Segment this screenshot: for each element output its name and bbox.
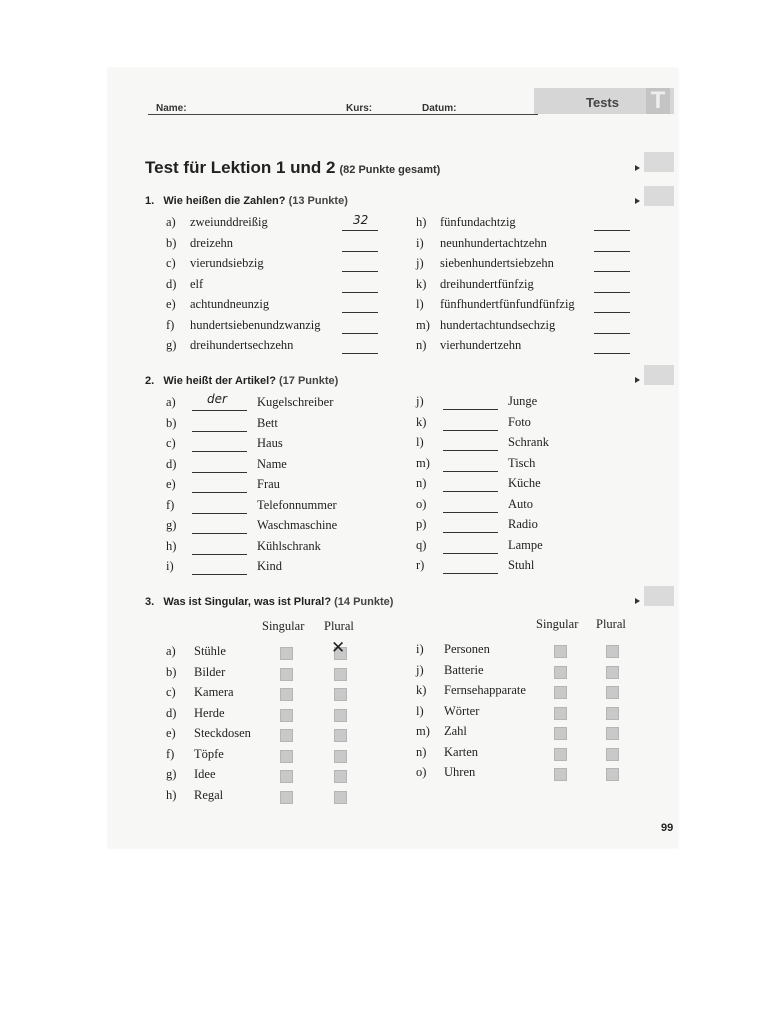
item-text: hundertachtundsechzig <box>440 317 556 332</box>
item-letter: a) <box>166 395 176 409</box>
singular-checkbox[interactable] <box>280 647 293 660</box>
q1-item-j <box>416 256 554 271</box>
article-blank[interactable] <box>192 410 247 411</box>
item-text: Foto <box>508 414 531 429</box>
answer-blank[interactable] <box>594 333 630 334</box>
item-text: Kamera <box>194 685 234 699</box>
item-text: Herde <box>194 705 225 720</box>
item-text: Bilder <box>194 664 226 679</box>
item-text: Radio <box>508 517 538 531</box>
checkmark-x-icon: ✕ <box>331 638 346 658</box>
article-blank[interactable] <box>443 573 498 574</box>
q3-item-d <box>166 706 225 721</box>
q1-item-h <box>416 215 516 230</box>
q1-number: 1. <box>145 195 155 207</box>
q2-item-e <box>166 477 190 492</box>
q1-item-l <box>416 297 575 312</box>
q2-item-h <box>166 539 190 554</box>
item-letter: m) <box>416 317 430 332</box>
item-letter: c) <box>166 685 176 699</box>
item-text: dreihundertsechzehn <box>190 338 294 352</box>
item-letter: d) <box>166 456 177 471</box>
handwritten-answer: der <box>207 392 227 406</box>
answer-blank[interactable] <box>594 230 630 231</box>
plural-checkbox[interactable] <box>606 666 619 679</box>
singular-checkbox[interactable] <box>280 770 293 783</box>
q3-item-o <box>416 765 475 780</box>
q2-item-a <box>166 395 190 410</box>
col-singular-right: Singular <box>536 617 579 631</box>
plural-checkbox[interactable] <box>606 707 619 720</box>
item-text: dreizehn <box>190 235 234 250</box>
plural-checkbox[interactable] <box>334 729 347 742</box>
arrow-icon <box>635 198 640 204</box>
item-letter: l) <box>416 297 424 311</box>
item-text: vierhundertzehn <box>440 338 522 352</box>
q2-item-i <box>166 559 190 574</box>
item-text: vierundsiebzig <box>190 256 264 270</box>
kurs-label: Kurs: <box>346 103 373 114</box>
q1-item-b <box>166 236 233 251</box>
q3-item-e <box>166 726 251 741</box>
article-blank[interactable] <box>192 513 247 514</box>
tests-tab <box>534 88 674 114</box>
title-sub: (82 Punkte gesamt) <box>339 164 441 176</box>
arrow-icon <box>635 598 640 604</box>
item-letter: n) <box>416 338 427 352</box>
q2-item-p <box>416 517 440 532</box>
item-letter: c) <box>166 256 176 270</box>
singular-checkbox[interactable] <box>554 686 567 699</box>
q3-item-m <box>416 724 467 739</box>
worksheet-page <box>108 68 678 848</box>
item-letter: j) <box>416 394 424 408</box>
item-letter: e) <box>166 726 176 740</box>
page-number: 99 <box>661 822 674 834</box>
item-text: Schrank <box>508 435 549 449</box>
item-letter: k) <box>416 276 427 291</box>
plural-checkbox[interactable] <box>606 768 619 781</box>
answer-blank[interactable] <box>594 312 630 313</box>
q1-item-m <box>416 318 555 333</box>
q1-points: (13 Punkte) <box>288 195 348 207</box>
item-text: Karten <box>444 744 479 759</box>
side-tab <box>644 186 674 206</box>
item-text: Name <box>257 456 287 471</box>
item-letter: a) <box>166 215 176 229</box>
name-label: Name: <box>156 103 187 114</box>
plural-checkbox[interactable] <box>606 645 619 658</box>
item-letter: h) <box>166 787 177 802</box>
item-text: Zahl <box>444 724 467 738</box>
answer-blank[interactable] <box>342 271 378 272</box>
item-text: Regal <box>194 787 224 802</box>
singular-checkbox[interactable] <box>280 709 293 722</box>
q2-question: Wie heißt der Artikel? <box>163 375 276 387</box>
q2-item-l <box>416 435 440 450</box>
item-letter: b) <box>166 235 177 250</box>
q2-item-k <box>416 415 440 430</box>
plural-checkbox[interactable] <box>606 748 619 761</box>
q1-item-d <box>166 277 203 292</box>
singular-checkbox[interactable] <box>554 768 567 781</box>
article-blank[interactable] <box>443 532 498 533</box>
item-letter: a) <box>166 644 176 658</box>
item-letter: q) <box>416 537 427 552</box>
item-letter: o) <box>416 496 427 511</box>
singular-checkbox[interactable] <box>554 645 567 658</box>
singular-checkbox[interactable] <box>554 727 567 740</box>
item-letter: h) <box>166 538 177 553</box>
answer-blank[interactable] <box>342 312 378 313</box>
item-text: Frau <box>257 477 280 491</box>
q3-item-b <box>166 665 225 680</box>
item-letter: d) <box>166 276 177 291</box>
q1-item-k <box>416 277 534 292</box>
col-plural-right: Plural <box>596 617 626 631</box>
item-text: Lampe <box>508 537 543 552</box>
article-blank[interactable] <box>443 491 498 492</box>
side-tab <box>644 365 674 385</box>
article-blank[interactable] <box>192 533 247 534</box>
plural-checkbox[interactable] <box>334 791 347 804</box>
item-letter: i) <box>416 642 424 656</box>
col-singular-left: Singular <box>262 619 305 633</box>
title-main: Test für Lektion 1 und 2 <box>145 158 336 177</box>
article-blank[interactable] <box>192 431 247 432</box>
item-letter: j) <box>416 256 424 270</box>
q1-item-n <box>416 338 521 353</box>
q1-item-g <box>166 338 293 353</box>
item-letter: b) <box>166 664 177 679</box>
q2-item-j <box>416 394 440 409</box>
article-blank[interactable] <box>443 450 498 451</box>
singular-checkbox[interactable] <box>280 729 293 742</box>
item-letter: k) <box>416 683 427 697</box>
item-text: Batterie <box>444 662 484 677</box>
q3-question: Was ist Singular, was ist Plural? <box>163 596 332 608</box>
item-letter: m) <box>416 455 430 470</box>
item-text: siebenhundertsiebzehn <box>440 256 554 270</box>
item-text: Steckdosen <box>194 726 251 740</box>
q3-item-c <box>166 685 234 700</box>
answer-blank[interactable] <box>594 353 630 354</box>
q1-question: Wie heißen die Zahlen? <box>163 195 286 207</box>
article-blank[interactable] <box>192 574 247 575</box>
plural-checkbox[interactable] <box>334 770 347 783</box>
q2-item-q <box>416 538 440 553</box>
item-letter: k) <box>416 414 427 429</box>
q3-number: 3. <box>145 596 155 608</box>
q3-item-f <box>166 747 224 762</box>
plural-checkbox[interactable] <box>334 750 347 763</box>
q3-item-l <box>416 704 479 719</box>
item-text: dreihundertfünfzig <box>440 276 534 291</box>
item-letter: c) <box>166 436 176 450</box>
article-blank[interactable] <box>443 471 498 472</box>
singular-checkbox[interactable] <box>280 791 293 804</box>
item-letter: m) <box>416 724 430 738</box>
item-text: elf <box>190 276 204 291</box>
answer-blank[interactable] <box>342 292 378 293</box>
article-blank[interactable] <box>192 554 247 555</box>
item-letter: i) <box>416 235 424 250</box>
q2-item-o <box>416 497 440 512</box>
article-blank[interactable] <box>443 512 498 513</box>
handwritten-answer: 32 <box>353 213 369 227</box>
singular-checkbox[interactable] <box>280 750 293 763</box>
q3-item-g <box>166 767 216 782</box>
item-text: Tisch <box>508 455 536 470</box>
singular-checkbox[interactable] <box>280 668 293 681</box>
q3-item-j <box>416 663 484 678</box>
plural-checkbox[interactable] <box>334 709 347 722</box>
item-text: neunhundertachtzehn <box>440 235 547 250</box>
q3-item-n <box>416 745 478 760</box>
q2-item-n <box>416 476 440 491</box>
item-letter: l) <box>416 435 424 449</box>
item-letter: l) <box>416 703 424 718</box>
singular-checkbox[interactable] <box>554 666 567 679</box>
item-text: Stühle <box>194 644 226 658</box>
item-letter: n) <box>416 744 427 759</box>
q3-item-a <box>166 644 226 659</box>
q3-item-k <box>416 683 526 698</box>
q3-item-h <box>166 788 223 803</box>
q1-item-c <box>166 256 264 271</box>
tests-letter-icon: T <box>646 88 670 114</box>
q1-item-i <box>416 236 547 251</box>
item-text: Töpfe <box>194 746 224 761</box>
item-text: Idee <box>194 767 216 781</box>
item-letter: b) <box>166 415 177 430</box>
item-letter: r) <box>416 558 425 572</box>
q1-item-f <box>166 318 321 333</box>
singular-checkbox[interactable] <box>554 748 567 761</box>
item-letter: f) <box>166 317 175 332</box>
item-text: Haus <box>257 436 283 450</box>
singular-checkbox[interactable] <box>554 707 567 720</box>
item-letter: g) <box>166 338 177 352</box>
arrow-icon <box>635 165 640 171</box>
item-letter: d) <box>166 705 177 720</box>
q2-item-g <box>166 518 190 533</box>
q3-item-i <box>416 642 490 657</box>
plural-checkbox[interactable] <box>606 727 619 740</box>
q1-item-e <box>166 297 269 312</box>
header-rule <box>148 114 538 115</box>
q2-item-c <box>166 436 190 451</box>
item-text: Auto <box>508 496 533 511</box>
item-letter: j) <box>416 662 424 677</box>
item-text: Kind <box>257 559 282 573</box>
item-letter: p) <box>416 517 427 531</box>
q2-item-b <box>166 416 190 431</box>
item-text: fünfhundertfünfundfünfzig <box>440 297 575 311</box>
item-text: Fernsehapparate <box>444 683 526 697</box>
q2-item-d <box>166 457 190 472</box>
item-letter: g) <box>166 767 177 781</box>
item-text: Wörter <box>444 703 480 718</box>
q2-item-m <box>416 456 440 471</box>
item-letter: h) <box>416 215 427 229</box>
item-text: Stuhl <box>508 558 535 572</box>
item-text: Uhren <box>444 765 476 779</box>
side-tab <box>644 152 674 172</box>
item-text: Personen <box>444 642 490 656</box>
item-letter: n) <box>416 476 427 490</box>
q2-item-f <box>166 498 190 513</box>
q3-title <box>145 596 393 608</box>
plural-checkbox[interactable] <box>334 688 347 701</box>
answer-blank[interactable] <box>594 292 630 293</box>
article-blank[interactable] <box>192 451 247 452</box>
answer-blank[interactable] <box>342 353 378 354</box>
article-blank[interactable] <box>443 553 498 554</box>
item-text: achtundneunzig <box>190 297 270 311</box>
answer-blank[interactable] <box>342 333 378 334</box>
item-letter: e) <box>166 297 176 311</box>
col-plural-left: Plural <box>324 619 354 633</box>
q2-item-r <box>416 558 440 573</box>
article-blank[interactable] <box>192 472 247 473</box>
side-tab <box>644 586 674 606</box>
page-title <box>145 158 440 178</box>
item-text: Junge <box>508 394 538 408</box>
item-text: hundertsiebenundzwanzig <box>190 317 321 332</box>
q2-points: (17 Punkte) <box>279 375 339 387</box>
article-blank[interactable] <box>443 430 498 431</box>
arrow-icon <box>635 377 640 383</box>
answer-blank[interactable] <box>594 251 630 252</box>
answer-blank[interactable] <box>342 251 378 252</box>
item-letter: o) <box>416 765 427 779</box>
item-text: Waschmaschine <box>257 518 338 532</box>
item-text: fünfundachtzig <box>440 215 516 229</box>
item-letter: f) <box>166 497 175 512</box>
item-letter: f) <box>166 746 175 761</box>
plural-checkbox[interactable] <box>606 686 619 699</box>
q2-title <box>145 375 338 387</box>
item-letter: e) <box>166 477 176 491</box>
article-blank[interactable] <box>443 409 498 410</box>
singular-checkbox[interactable] <box>280 688 293 701</box>
datum-label: Datum: <box>422 103 457 114</box>
tests-label: Tests <box>586 95 619 110</box>
plural-checkbox[interactable] <box>334 668 347 681</box>
answer-blank[interactable] <box>594 271 630 272</box>
q2-number: 2. <box>145 375 155 387</box>
item-text: Bett <box>257 415 278 430</box>
article-blank[interactable] <box>192 492 247 493</box>
q3-points: (14 Punkte) <box>334 596 394 608</box>
item-text: Telefonnummer <box>257 497 337 512</box>
q1-title <box>145 195 348 207</box>
item-text: Kühlschrank <box>257 538 321 553</box>
item-text: zweiunddreißig <box>190 215 268 229</box>
item-text: Küche <box>508 476 541 490</box>
q1-item-a <box>166 215 268 230</box>
item-letter: i) <box>166 559 174 573</box>
item-text: Kugelschreiber <box>257 395 334 409</box>
answer-blank[interactable] <box>342 230 378 231</box>
item-letter: g) <box>166 518 177 532</box>
